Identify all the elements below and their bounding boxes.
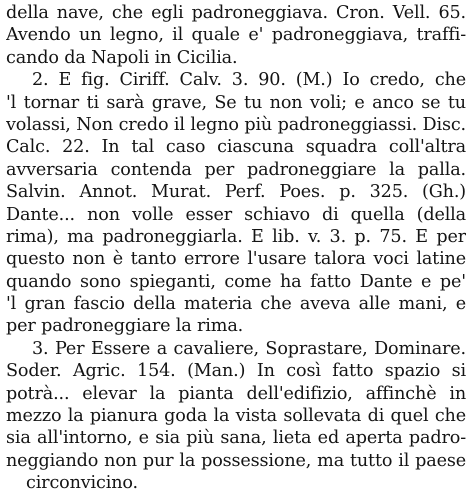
- text-line: circonvicino.: [26, 473, 138, 494]
- text-line: Soder. Agric. 154. (Man.) In così fatto spazio si: [6, 361, 466, 382]
- text-line: Calc. 22. In tal caso ciascuna squadra coll'altra: [6, 137, 466, 158]
- text-line: questo non è tanto errore l'usare talora voci latine: [6, 249, 466, 270]
- text-line: Salvin. Annot. Murat. Perf. Poes. p. 325. (Gh.): [6, 182, 466, 203]
- text-line: Avendo un legno, il quale e' padroneggiava, traffi-: [6, 25, 466, 46]
- text-line: quando sono spieganti, come ha fatto Dante e pe': [6, 271, 466, 292]
- text-line: mezzo la pianura goda la vista sollevata di quel che: [6, 406, 466, 427]
- text-line: 'l tornar ti sarà grave, Se tu non voli; e anco se tu: [6, 92, 466, 113]
- text-line: sia all'intorno, e sia più sana, lieta ed aperta padro-: [6, 428, 466, 449]
- text-line: rima), ma padroneggiarla. E lib. v. 3. p. 75. E per: [6, 226, 466, 247]
- text-line: 'l gran fascio della materia che aveva alle mani, e: [6, 294, 466, 315]
- text-line: della nave, che egli padroneggiava. Cron. Vell. 65.: [6, 3, 466, 23]
- text-line: neggiando non pur la possessione, ma tutto il paese: [6, 450, 466, 471]
- text-line: Dante... non volle esser schiavo di quella (della: [6, 204, 466, 225]
- sense-3-line: 3. Per Essere a cavaliere, Soprastare, Dominare.: [32, 338, 466, 359]
- text-line: cando da Napoli in Cicilia.: [6, 47, 238, 68]
- dictionary-text-block: [6, 2, 466, 495]
- text-line: potrà... elevar la pianta dell'edifizio, affinchè in: [6, 383, 466, 404]
- sense-2-line: 2. E fig. Ciriff. Calv. 3. 90. (M.) Io credo, che: [32, 70, 466, 91]
- text-line: avversaria contenda per padroneggiare la palla.: [6, 159, 466, 180]
- text-line: per padroneggiare la rima.: [6, 316, 244, 337]
- text-line: volassi, Non credo il legno più padroneggiassi. Disc.: [6, 114, 466, 135]
